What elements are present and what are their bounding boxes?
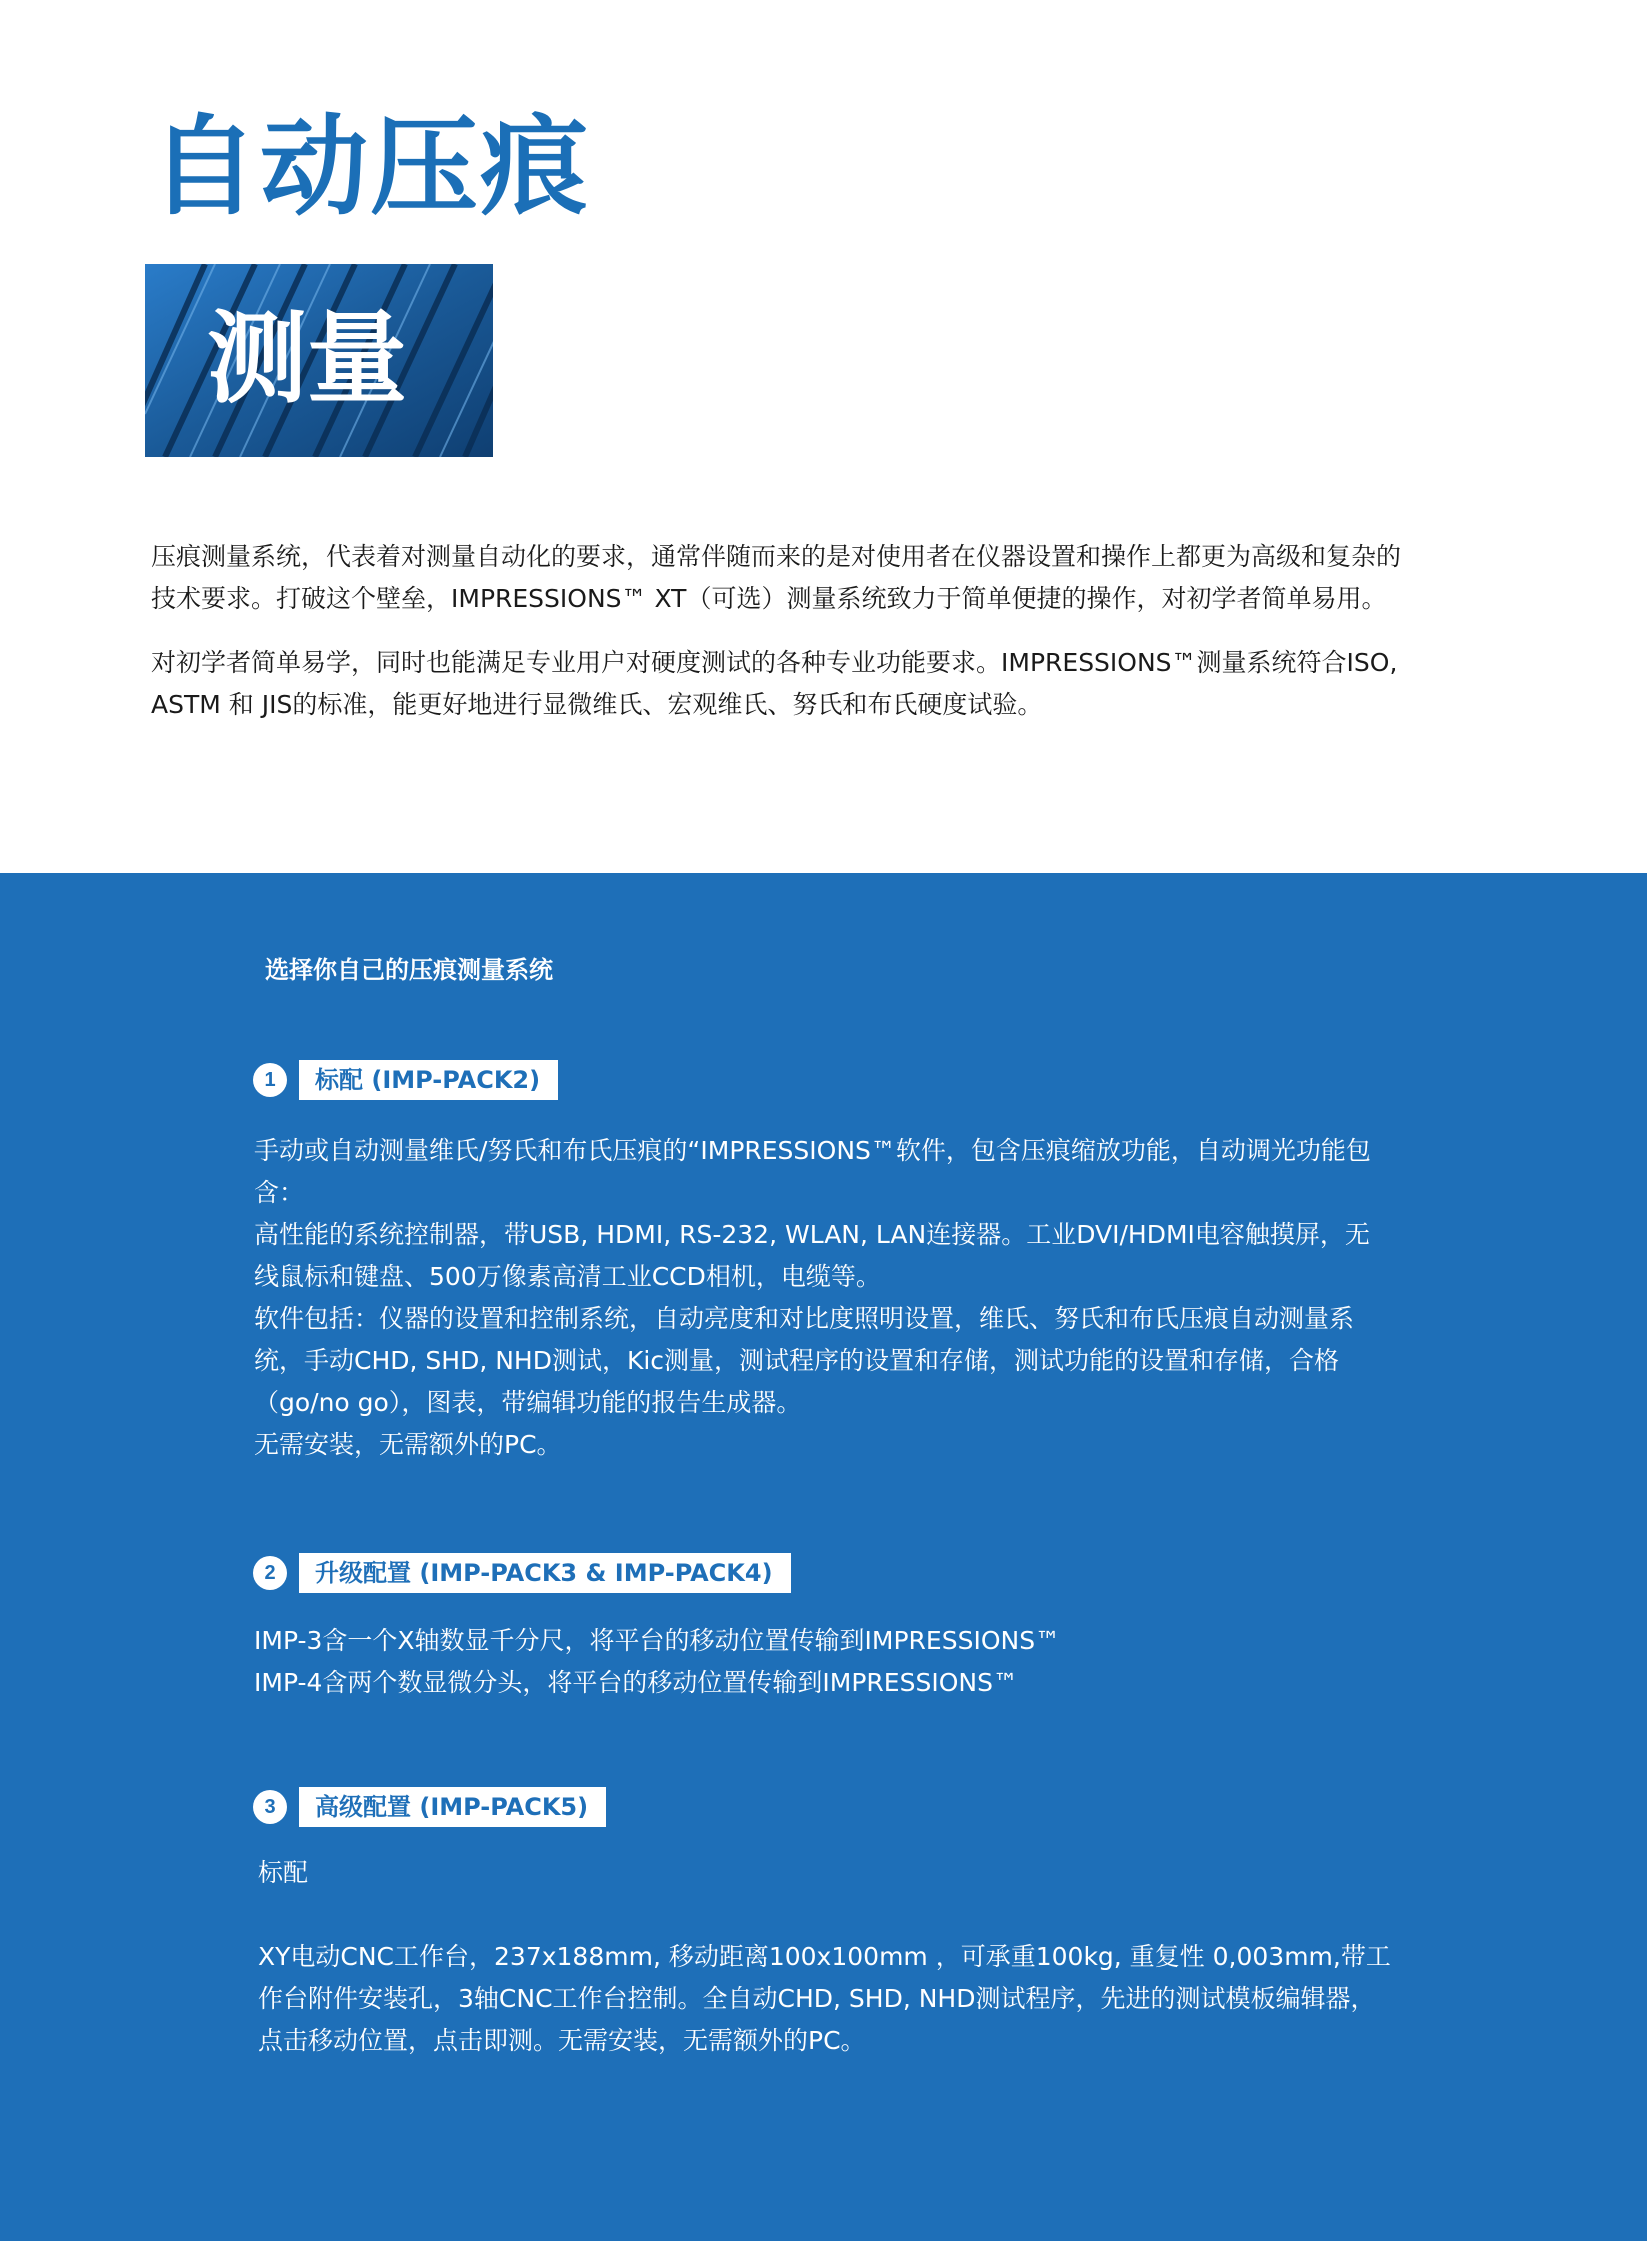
option-line	[258, 1894, 1398, 1936]
option-header-2	[253, 1553, 791, 1593]
option-body-1	[254, 1130, 1394, 1466]
intro-paragraph: 对初学者简单易学，同时也能满足专业用户对硬度测试的各种专业功能要求。IMPRESSIONS™测量系统符合ISO, ASTM 和 JIS的标准，能更好地进行显微维氏、宏观维氏、努氏和布氏硬度试验。	[151, 648, 1398, 719]
option-line: IMP-3含一个X轴数显千分尺，将平台的移动位置传输到IMPRESSIONS™	[254, 1626, 1061, 1655]
number-badge: 1	[253, 1063, 287, 1097]
subtitle-banner	[145, 264, 493, 457]
option-header-3	[253, 1787, 606, 1827]
option-tag: 升级配置 (IMP-PACK3 & IMP-PACK4)	[299, 1553, 791, 1593]
number-badge: 3	[253, 1790, 287, 1824]
option-line: XY电动CNC工作台，237x188mm, 移动距离100x100mm ，可承重100kg, 重复性 0,003mm,带工作台附件安装孔，3轴CNC工作台控制。全自动CHD, SHD, NHD测试程序，先进的测试模板编辑器，点击移动位置，点击即测。无需安装，无需额外的PC。	[258, 1942, 1391, 2055]
option-line: 手动或自动测量维氏/努氏和布氏压痕的“IMPRESSIONS™软件，包含压痕缩放功能，自动调光功能包含：	[254, 1136, 1371, 1207]
option-line: IMP-4含两个数显微分头，将平台的移动位置传输到IMPRESSIONS™	[254, 1668, 1018, 1697]
page-subtitle: 测量	[207, 300, 407, 417]
option-tag: 高级配置 (IMP-PACK5)	[299, 1787, 606, 1827]
option-body-2	[254, 1620, 1394, 1704]
option-line: 标配	[258, 1858, 309, 1887]
option-header-1	[253, 1060, 558, 1100]
intro-paragraph: 压痕测量系统，代表着对测量自动化的要求，通常伴随而来的是对使用者在仪器设置和操作上都更为高级和复杂的技术要求。打破这个壁垒，IMPRESSIONS™ XT（可选）测量系统致力于简单便捷的操作，对初学者简单易用。	[151, 542, 1402, 613]
page-title: 自动压痕	[150, 105, 591, 230]
option-line: 高性能的系统控制器，带USB, HDMI, RS-232, WLAN, LAN连接器。工业DVI/HDMI电容触摸屏，无线鼠标和键盘、500万像素高清工业CCD相机，电缆等。	[254, 1220, 1370, 1291]
option-line: 无需安装，无需额外的PC。	[254, 1430, 562, 1459]
option-tag: 标配 (IMP-PACK2)	[299, 1060, 558, 1100]
option-line: 软件包括：仪器的设置和控制系统，自动亮度和对比度照明设置，维氏、努氏和布氏压痕自动测量系统，手动CHD, SHD, NHD测试，Kic测量，测试程序的设置和存储，测试功能的设置和存储，合格（go/no go），图表，带编辑功能的报告生成器。	[254, 1304, 1355, 1417]
option-body-3	[258, 1852, 1398, 2062]
section-title: 选择你自己的压痕测量系统	[265, 956, 553, 984]
number-badge: 2	[253, 1556, 287, 1590]
intro-text	[151, 536, 1401, 748]
